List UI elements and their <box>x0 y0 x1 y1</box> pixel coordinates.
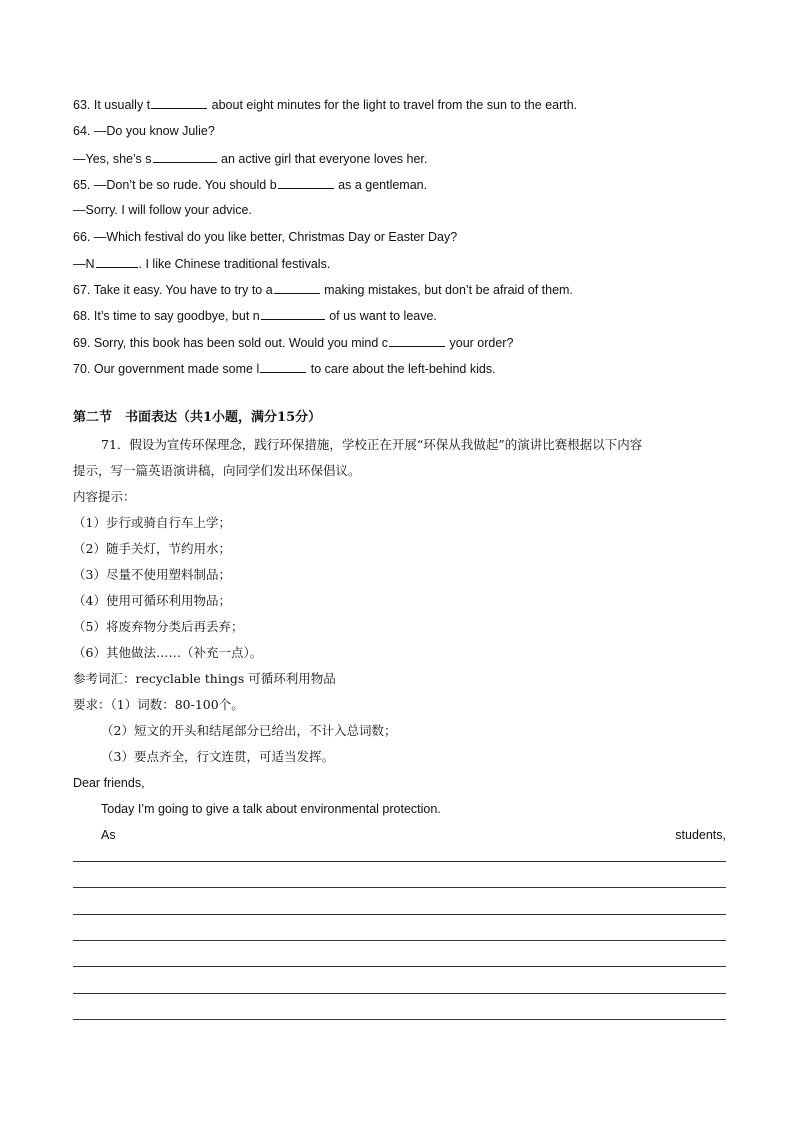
question-66 <box>73 229 457 245</box>
question-69 <box>73 334 513 351</box>
writing-line[interactable] <box>73 940 726 941</box>
question-67 <box>73 281 573 298</box>
writing-line[interactable] <box>73 914 726 915</box>
question-text: making mistakes, but don’t be afraid of them. <box>324 283 573 297</box>
question-text: —Do you know Julie? <box>93 124 215 138</box>
prompt-line-2: 提示，写一篇英语演讲稿，向同学们发出环保倡议。 <box>73 463 361 478</box>
answer-blank[interactable] <box>153 150 217 163</box>
question-number: 67. <box>73 283 91 297</box>
question-64 <box>73 123 215 139</box>
answer-blank[interactable] <box>389 334 445 347</box>
question-number: 63. <box>73 98 91 112</box>
writing-line[interactable] <box>73 861 726 862</box>
vocab-note: 参考词汇：recyclable things 可循环利用物品 <box>73 671 336 686</box>
question-64-reply <box>73 150 427 167</box>
question-number: 69. <box>73 336 91 350</box>
question-number: 70. <box>73 362 91 376</box>
question-text: —Yes, she’s s <box>73 152 152 166</box>
hint-item: （2）随手关灯，节约用水； <box>73 541 231 556</box>
answer-blank[interactable] <box>278 176 334 189</box>
letter-opening: Today I’m going to give a talk about environmental protection. <box>101 802 441 816</box>
question-number: 68. <box>73 309 91 323</box>
section-title: 第二节 书面表达（共1小题，满分15分） <box>73 410 322 425</box>
hints-label: 内容提示： <box>73 489 136 504</box>
requirement-2: （2）短文的开头和结尾部分已给出，不计入总词数； <box>101 723 397 738</box>
question-text: your order? <box>449 336 514 350</box>
writing-line[interactable] <box>73 993 726 994</box>
hint-item: （5）将废弃物分类后再丢弃； <box>73 619 244 634</box>
question-65-reply <box>73 202 252 218</box>
question-text: about eight minutes for the light to travel from the sun to the earth. <box>211 98 578 112</box>
writing-line[interactable] <box>73 887 726 888</box>
answer-blank[interactable] <box>261 307 325 320</box>
letter-students-word: students, <box>675 828 726 842</box>
hint-item: （6）其他做法……（补充一点）。 <box>73 645 263 660</box>
question-number: 66. <box>73 230 91 244</box>
letter-greeting: Dear friends, <box>73 776 145 790</box>
requirement-3: （3）要点齐全，行文连贯，可适当发挥。 <box>101 749 334 764</box>
writing-line[interactable] <box>73 966 726 967</box>
answer-blank[interactable] <box>96 255 138 268</box>
answer-blank[interactable] <box>260 360 306 373</box>
question-text: It usually t <box>93 98 151 112</box>
question-text: Sorry, this book has been sold out. Would you mind c <box>93 336 389 350</box>
question-text: of us want to leave. <box>329 309 437 323</box>
question-text: as a gentleman. <box>338 178 428 192</box>
letter-as-word: As <box>101 828 116 842</box>
question-text: Our government made some l <box>93 362 260 376</box>
question-text: an active girl that everyone loves her. <box>221 152 428 166</box>
question-text: Take it easy. You have to try to a <box>93 283 273 297</box>
question-68 <box>73 307 437 324</box>
question-text: —Sorry. I will follow your advice. <box>73 203 252 217</box>
question-text: to care about the left-behind kids. <box>310 362 496 376</box>
hint-item: （1）步行或骑自行车上学； <box>73 515 231 530</box>
writing-line[interactable] <box>73 1019 726 1020</box>
answer-blank[interactable] <box>274 281 320 294</box>
question-66-reply <box>73 255 330 272</box>
question-text: —Don’t be so rude. You should b <box>93 178 277 192</box>
question-text: —N <box>73 257 95 271</box>
question-text: It’s time to say goodbye, but n <box>93 309 260 323</box>
question-63 <box>73 96 577 113</box>
question-70 <box>73 360 496 377</box>
question-65 <box>73 176 427 193</box>
prompt-line-1: 71．假设为宣传环保理念，践行环保措施，学校正在开展“环保从我做起”的演讲比赛根据以下内容 <box>101 437 643 452</box>
question-text: —Which festival do you like better, Christmas Day or Easter Day? <box>93 230 458 244</box>
question-number: 65. <box>73 178 91 192</box>
question-text: . I like Chinese traditional festivals. <box>138 257 331 271</box>
question-number: 64. <box>73 124 91 138</box>
hint-item: （3）尽量不使用塑料制品； <box>73 567 231 582</box>
answer-blank[interactable] <box>151 96 207 109</box>
requirement-1: 要求：（1）词数：80-100个。 <box>73 697 244 712</box>
hint-item: （4）使用可循环利用物品； <box>73 593 231 608</box>
